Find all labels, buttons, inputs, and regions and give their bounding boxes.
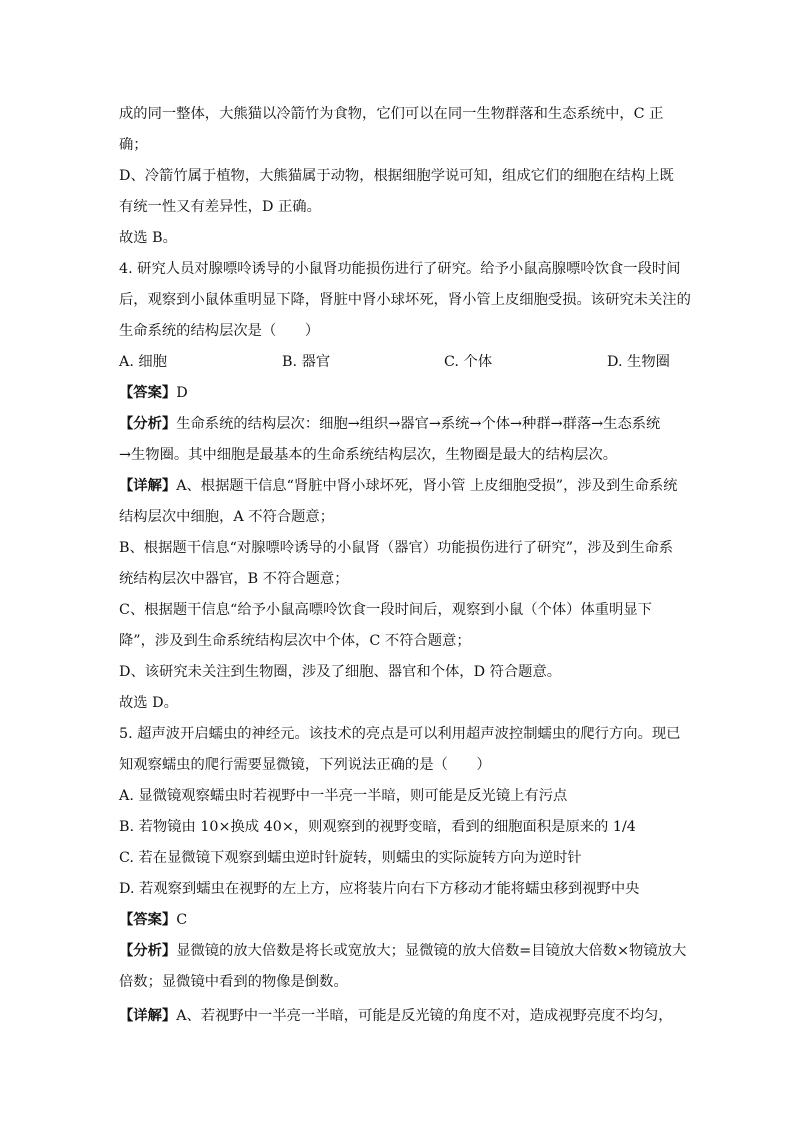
question-4-detail — [119, 476, 677, 496]
question-4-detail: 结构层次中细胞，A 不符合题意； — [119, 509, 335, 525]
text-line: D、冷箭竹属于植物，大熊猫属于动物，根据细胞学说可知，组成它们的细胞在结构上既 — [119, 168, 674, 184]
question-4-stem: 4. 研究人员对腺嘌呤诱导的小鼠肾功能损伤进行了研究。给予小鼠高腺嘌呤饮食一段时间 — [119, 261, 681, 277]
detail-tag: 【详解】 — [119, 478, 177, 494]
detail-text: A、若视野中一半亮一半暗，可能是反光镜的角度不对，造成视野亮度不均匀， — [176, 1008, 673, 1024]
question-4-answer — [119, 383, 188, 403]
analysis-text: 生命系统的结构层次：细胞→组织→器官→系统→个体→种群→群落→生态系统 — [176, 416, 661, 432]
detail-tag: 【详解】 — [119, 1008, 177, 1024]
text-line: 成的同一整体，大熊猫以冷箭竹为食物，它们可以在同一生物群落和生态系统中，C 正 — [119, 106, 664, 122]
question-5-analysis: 倍数；显微镜中看到的物像是倒数。 — [119, 974, 348, 990]
question-4-detail: 降”，涉及到生命系统结构层次中个体，C 不符合题意； — [119, 633, 471, 649]
question-4-detail: 统结构层次中器官，B 不符合题意； — [119, 571, 349, 587]
question-5-option-c: C. 若在显微镜下观察到蠕虫逆时针旋转，则蠕虫的实际旋转方向为逆时针 — [119, 850, 582, 866]
question-4-option-a: A. 细胞 — [119, 354, 168, 370]
question-4-option-b: B. 器官 — [282, 354, 331, 370]
question-4-analysis — [119, 414, 660, 434]
question-5-option-a: A. 显微镜观察蠕虫时若视野中一半亮一半暗，则可能是反光镜上有污点 — [119, 788, 568, 804]
question-4-stem: 后，观察到小鼠体重明显下降，肾脏中肾小球坏死，肾小管上皮细胞受损。该研究未关注的 — [119, 292, 691, 308]
question-4-analysis: →生物圈。其中细胞是最基本的生命系统结构层次，生物圈是最大的结构层次。 — [119, 447, 618, 463]
answer-tag: 【答案】 — [119, 912, 177, 928]
question-4-conclusion: 故选 D。 — [119, 695, 178, 711]
question-4-stem: 生命系统的结构层次是（ ） — [119, 323, 320, 339]
question-5-analysis — [119, 941, 686, 961]
text-line: 故选 B。 — [119, 230, 177, 246]
detail-text: A、根据题干信息“肾脏中肾小球坏死，肾小管 上皮细胞受损”，涉及到生命系统 — [176, 478, 678, 494]
text-line: 有统一性又有差异性，D 正确。 — [119, 199, 321, 215]
question-5-detail — [119, 1006, 673, 1026]
question-5-option-d: D. 若观察到蠕虫在视野的左上方，应将装片向右下方移动才能将蠕虫移到视野中央 — [119, 881, 640, 897]
question-5-stem: 5. 超声波开启蠕虫的神经元。该技术的亮点是可以利用超声波控制蠕虫的爬行方向。现已 — [119, 726, 681, 742]
question-4-option-c: C. 个体 — [444, 354, 493, 370]
question-5-answer — [119, 910, 187, 930]
question-4-detail: D、该研究未关注到生物圈，涉及了细胞、器官和个体，D 符合题意。 — [119, 664, 562, 680]
text-line: 确； — [119, 137, 148, 153]
analysis-tag: 【分析】 — [119, 416, 177, 432]
question-4-options — [119, 352, 679, 372]
question-4-detail: C、根据题干信息“给予小鼠高嘌呤饮食一段时间后，观察到小鼠（个体）体重明显下 — [119, 602, 652, 618]
answer-value: D — [176, 385, 188, 401]
answer-value: C — [176, 912, 188, 928]
question-4-option-d: D. 生物圈 — [607, 354, 670, 370]
question-4-detail: B、根据题干信息“对腺嘌呤诱导的小鼠肾（器官）功能损伤进行了研究”，涉及到生命系 — [119, 540, 674, 556]
analysis-tag: 【分析】 — [119, 943, 177, 959]
question-5-stem: 知观察蠕虫的爬行需要显微镜，下列说法正确的是（ ） — [119, 757, 491, 773]
answer-tag: 【答案】 — [119, 385, 177, 401]
question-5-option-b: B. 若物镜由 10×换成 40×，则观察到的视野变暗，看到的细胞面积是原来的 1/4 — [119, 819, 636, 835]
analysis-text: 显微镜的放大倍数是将长或宽放大；显微镜的放大倍数=目镜放大倍数×物镜放大 — [176, 943, 687, 959]
